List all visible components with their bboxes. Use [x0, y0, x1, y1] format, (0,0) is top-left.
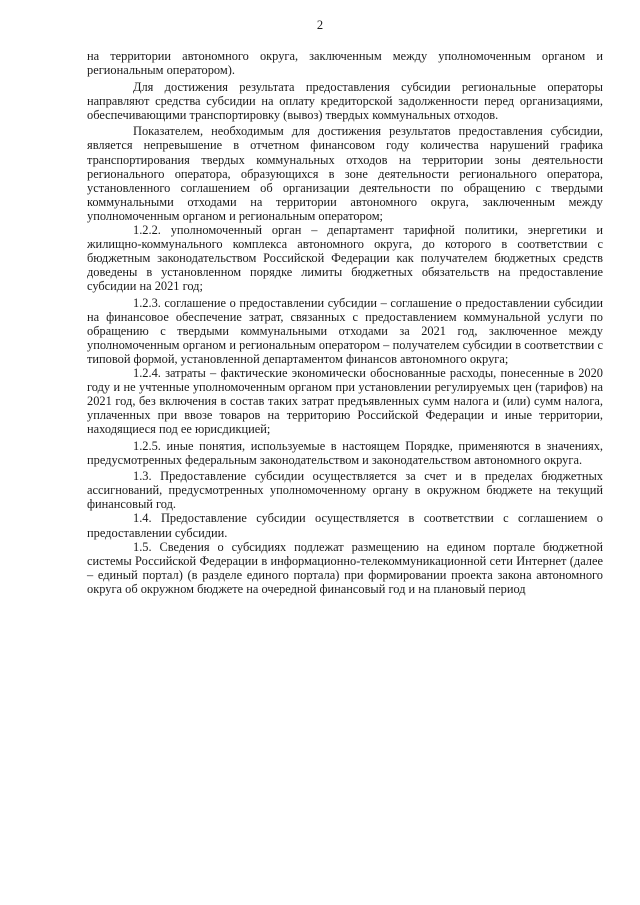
document-body	[87, 49, 603, 596]
paragraph-1-4: 1.4. Предоставление субсидии осуществляется в соответствии с соглашением о предоставлении субсидии.	[87, 511, 603, 540]
page-number: 2	[316, 18, 324, 32]
paragraph-1-2-4: 1.2.4. затраты – фактические экономически обоснованные расходы, понесенные в 2020 году и не учтенные уполномоченным органом при установлении регулируемых цен (тарифов) на 2021 год, без включения в состав таких затрат предъявленных сумм налога и (или) сумм налога, уплаченных при ввозе товаров на территорию Российской Федерации и иные территории, находящиеся под ее юрисдикцией;	[87, 365, 603, 436]
paragraph-1-5: 1.5. Сведения о субсидиях подлежат размещению на едином портале бюджетной системы Российской Федерации в информационно-телекоммуникационной сети Интернет (далее – единый портал) (в разделе единого портала) при формировании проекта закона автономного округа об окружном бюджете на очередной финансовый год и на плановый период	[87, 539, 603, 596]
paragraph-subsidy-purpose: Для достижения результата предоставления субсидии региональные операторы направляют средства субсидии на оплату кредиторской задолженности перед организациями, обеспечивающими транспортировку (вывоз) твердых коммунальных отходов.	[87, 79, 603, 122]
paragraph-continuation: на территории автономного округа, заключенным между уполномоченным органом и региональным оператором).	[87, 49, 603, 78]
paragraph-1-3: 1.3. Предоставление субсидии осуществляется за счет и в пределах бюджетных ассигнований, предусмотренных уполномоченному органу в окружном бюджете на текущий финансовый год.	[87, 469, 603, 512]
paragraph-performance-indicator: Показателем, необходимым для достижения результатов предоставления субсидии, является непревышение в отчетном финансовом году количества нарушений графика транспортирования твердых коммунальных отходов на территории зоны деятельности регионального оператора, образующихся в зоне деятельности регионального оператора, установленного соглашением об организации деятельности по обращению с твердыми коммунальными отходами на территории автономного округа, заключенным между уполномоченным органом и региональным оператором;	[87, 124, 603, 223]
paragraph-1-2-5: 1.2.5. иные понятия, используемые в настоящем Порядке, применяются в значениях, предусмотренных федеральным законодательством и законодательством автономного округа.	[87, 438, 603, 467]
paragraph-1-2-3: 1.2.3. соглашение о предоставлении субсидии – соглашение о предоставлении субсидии на финансовое обеспечение затрат, связанных с предоставлением коммунальной услуги по обращению с твердыми коммунальными отходами за 2021 год, заключенное между уполномоченным органом и региональным оператором – получателем субсидии в соответствии с типовой формой, установленной департаментом финансов автономного округа;	[87, 295, 603, 366]
paragraph-1-2-2: 1.2.2. уполномоченный орган – департамент тарифной политики, энергетики и жилищно-коммунального комплекса автономного округа, до которого в соответствии с бюджетным законодательством Российской Федерации как получателем бюджетных средств доведены в установленном порядке лимиты бюджетных обязательств на предоставление субсидии на 2021 год;	[87, 222, 603, 293]
